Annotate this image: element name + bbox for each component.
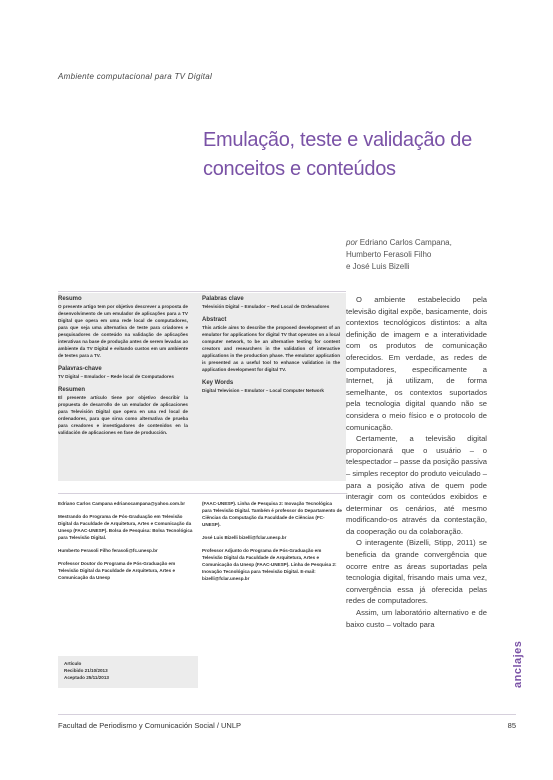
author-info-item: Professor Adjunto do Programa de Pós-Graduação em Televisão Digital da Faculdade de Arquitetura, Artes e Comunicação da Unesp (FAAC-UNESP). Linha de Pesquisa 2: Inovação Tecnológica para Televisão Digital. E-mail: bizelli@fclar.unesp.br bbox=[202, 548, 337, 581]
abstract-heading: Abstract bbox=[202, 317, 227, 323]
section-label: Ambiente computacional para TV Digital bbox=[58, 72, 213, 81]
abstract-text: This article aims to describe the proposed development of an emulator for applications for digital TV that operates on a local computer network, to be an alternative testing for content creators and researchers in the validation of interactive applications in the production phase. The emulator application is presented as a useful tool to enhance validation in the application development for digital TV. bbox=[202, 325, 340, 372]
top-divider bbox=[58, 291, 346, 292]
author-info-item: (FAAC-UNESP). Linha de Pesquisa 2: Inovação Tecnológica para Televisão Digital. Também é professor do Departamento de Ciências da Computação da Faculdade de Ciências (FC-UNESP). bbox=[202, 501, 342, 527]
author-info-left bbox=[58, 500, 193, 587]
author-info-item: Edriano Carlos Campana edrianocampana@yahoo.com.br bbox=[58, 501, 186, 506]
dates-label: Artículo bbox=[64, 661, 82, 666]
body-paragraph-4: Assim, um laboratório alternativo e de baixo custo – voltado para bbox=[346, 608, 487, 629]
palavras-heading: Palavras-chave bbox=[58, 366, 102, 372]
resumo-heading: Resumo bbox=[58, 296, 82, 302]
author-2: Humberto Ferasoli Filho bbox=[346, 250, 432, 259]
footer-divider bbox=[58, 714, 516, 715]
resumo-text: O presente artigo tem por objetivo descrever a proposta de desenvolvimento de um emulador de aplicações para a TV Digital que opera em uma rede local de computadores, para que seja uma alternativa de teste para criadores e pesquisadores de conteúdo na validação de aplicações interativas na base de produção antes de serem levadas ao ambiente da TV Digital e evitando custos em um ambiente de testes para a TV. bbox=[58, 304, 188, 358]
abstract-column-right bbox=[202, 296, 340, 394]
article-dates bbox=[58, 656, 198, 688]
keywords-text: Digital Television – Emulator – Local Computer Network bbox=[202, 388, 324, 393]
author-info-item: Humberto Ferasoli Filho ferasoli@fc.unesp.br bbox=[58, 548, 158, 553]
date-accepted: Aceptado 25/11/2013 bbox=[64, 675, 109, 680]
palavras-text: TV Digital – Emulador – Rede local de Computadores bbox=[58, 374, 174, 379]
author-info-item: Professor Doutor do Programa de Pós-Graduação em Televisão Digital da Faculdade de Arquitetura, Artes e Comunicação da Unesp bbox=[58, 561, 176, 580]
author-info-item: José Luis Bizelli bizelli@fclar.unesp.br bbox=[202, 535, 287, 540]
resumen-text: El presente artículo tiene por objetivo describir la propuesta de desarrollo de un emulador de aplicaciones para Televisión Digital que opera en una red local de ordenadores, para que sirva como alternativa de prueba para creadores e investigadores de contenidos en la validación de aplicaciones en fase de producción. bbox=[58, 395, 188, 435]
author-1: Edriano Carlos Campana, bbox=[359, 238, 452, 247]
body-paragraph-2: Certamente, a televisão digital proporcionará que o usuário – o telespectador – passe da posição passiva – simples receptor do produto veiculado – para a posição ativa de quem pode interagir com os conteúdos exibidos e determinar os cenários, até mesmo modificando-os através da contestação, da cooperação ou da colaboração. bbox=[346, 434, 487, 536]
author-3: e José Luis Bizelli bbox=[346, 262, 410, 271]
body-paragraph-1: O ambiente estabelecido pela televisão digital expõe, basicamente, dois contextos tecnológicos distintos: a alta definição de imagem e a interatividade com os produtos de comunicação oferecidos. Em verdade, as redes de computadores, especificamente a Internet, já utilizam, de forma semelhante, os contextos suportados pela tecnologia digital quando não se considera o meio físico e o protocolo de comunicação. bbox=[346, 295, 487, 432]
info-divider bbox=[58, 493, 346, 494]
body-column bbox=[346, 294, 487, 630]
author-info-right bbox=[202, 500, 342, 588]
resumen-heading: Resumen bbox=[58, 387, 86, 393]
body-paragraph-3: O interagente (Bizelli, Stipp, 2011) se beneficia da grande convergência que ocorre entre as áreas suportadas pela tecnologia digital, frisando mais uma vez, convergência essa já oferecida pelas redes de computadores. bbox=[346, 538, 487, 606]
palabras-text: Televisión Digital – Emulador – Red Local de Ordenadores bbox=[202, 304, 330, 309]
palabras-heading: Palabras clave bbox=[202, 296, 244, 302]
journal-side-label bbox=[512, 628, 530, 688]
article-title: Emulação, teste e validação de conceitos e conteúdos bbox=[203, 129, 472, 180]
footer-institution: Facultad de Periodismo y Comunicación Social / UNLP bbox=[58, 721, 241, 730]
authors-block bbox=[346, 237, 506, 273]
side-label-text: anclajes bbox=[512, 640, 524, 688]
keywords-heading: Key Words bbox=[202, 380, 234, 386]
page-number: 85 bbox=[507, 721, 516, 730]
author-info-item: Mestrando do Programa de Pós-Graduação em Televisão Digital da Faculdade de Arquitetura, Artes e Comunicação da Unesp (FAAC-UNESP). Bolsa de Pesquisa: Bolsa Tecnológica para Televisão Digital. bbox=[58, 514, 193, 540]
authors-prefix: por bbox=[346, 238, 358, 247]
date-received: Recibido 21/10/2013 bbox=[64, 668, 108, 673]
abstract-column-left bbox=[58, 296, 188, 436]
